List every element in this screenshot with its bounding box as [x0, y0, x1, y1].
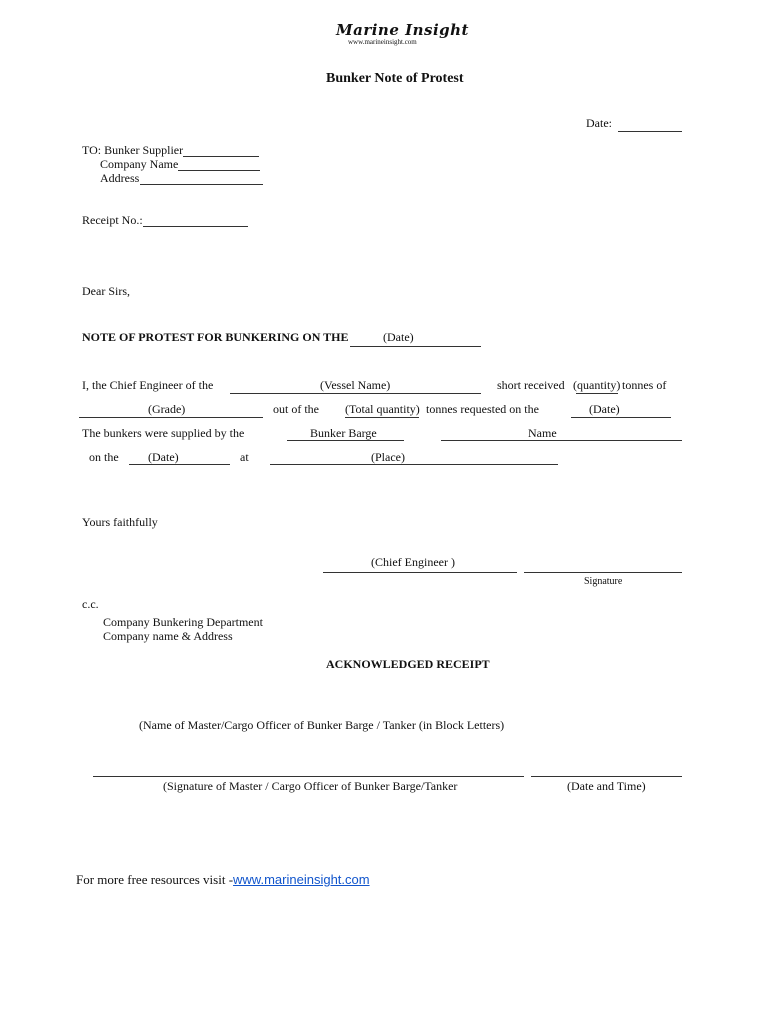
bunker-barge-text: Bunker Barge — [310, 426, 377, 440]
document-title: Bunker Note of Protest — [326, 71, 464, 86]
company-name-line[interactable] — [178, 170, 260, 171]
acknowledged-heading: ACKNOWLEDGED RECEIPT — [326, 657, 490, 671]
date-time-caption: (Date and Time) — [567, 779, 646, 793]
brand-logo-url: www.marineinsight.com — [348, 38, 417, 46]
chief-engineer-line[interactable] — [323, 572, 517, 573]
quantity-line[interactable] — [576, 393, 618, 394]
receipt-no-label: Receipt No.: — [82, 213, 143, 227]
footer-link[interactable]: www.marineinsight.com — [233, 872, 370, 887]
master-signature-caption: (Signature of Master / Cargo Officer of Bunker Barge/Tanker — [163, 779, 458, 793]
protest-date-line[interactable] — [350, 346, 481, 347]
master-name-caption: (Name of Master/Cargo Officer of Bunker Barge / Tanker (in Block Letters) — [139, 718, 505, 732]
cc-line-1: Company Bunkering Department — [103, 615, 263, 629]
vessel-name-placeholder: (Vessel Name) — [320, 378, 391, 392]
name-line[interactable] — [441, 440, 682, 441]
date-time-line[interactable] — [531, 776, 682, 777]
to-bunker-supplier: TO: Bunker Supplier — [82, 143, 184, 157]
protest-heading: NOTE OF PROTEST FOR BUNKERING ON THE — [82, 330, 349, 344]
place-placeholder: (Place) — [371, 450, 405, 464]
grade-placeholder: (Grade) — [148, 402, 186, 416]
tonnes-requested-text: tonnes requested on the — [426, 402, 539, 416]
supply-date-placeholder: (Date) — [148, 450, 179, 464]
company-name-label: Company Name — [100, 157, 179, 171]
vessel-name-line[interactable] — [230, 393, 481, 394]
signature-line[interactable] — [524, 572, 682, 573]
requested-date-placeholder: (Date) — [589, 402, 620, 416]
footer-text: For more free resources visit - — [76, 872, 234, 887]
signature-label: Signature — [584, 576, 623, 587]
brand-logo: Marine Insight — [336, 21, 469, 39]
name-placeholder: Name — [528, 426, 557, 440]
date-label: Date: — [586, 116, 612, 130]
total-quantity-placeholder: (Total quantity) — [345, 402, 420, 416]
requested-date-line[interactable] — [571, 417, 671, 418]
place-line[interactable] — [270, 464, 558, 465]
cc-label: c.c. — [82, 597, 99, 611]
protest-date-placeholder: (Date) — [383, 330, 414, 344]
supply-date-line[interactable] — [129, 464, 230, 465]
out-of-the-text: out of the — [273, 402, 319, 416]
date-field-line[interactable] — [618, 131, 682, 132]
quantity-placeholder: (quantity) — [573, 378, 621, 392]
master-signature-line[interactable] — [93, 776, 524, 777]
on-the-text: on the — [89, 450, 119, 464]
cc-line-2: Company name & Address — [103, 629, 233, 643]
greeting: Dear Sirs, — [82, 284, 130, 298]
short-received-text: short received — [497, 378, 565, 392]
closing-text: Yours faithfully — [82, 515, 158, 529]
bunker-barge-line[interactable] — [287, 440, 404, 441]
bunker-supplier-line[interactable] — [183, 156, 259, 157]
supplied-by-text: The bunkers were supplied by the — [82, 426, 245, 440]
chief-engineer-name: (Chief Engineer ) — [371, 555, 455, 569]
footer — [76, 872, 370, 888]
grade-line[interactable] — [79, 417, 263, 418]
at-text: at — [240, 450, 249, 464]
tonnes-of-text: tonnes of — [622, 378, 667, 392]
total-quantity-line[interactable] — [345, 417, 419, 418]
chief-engineer-of-text: I, the Chief Engineer of the — [82, 378, 214, 392]
receipt-no-line[interactable] — [143, 226, 248, 227]
address-label: Address — [100, 171, 140, 185]
address-line[interactable] — [140, 184, 263, 185]
